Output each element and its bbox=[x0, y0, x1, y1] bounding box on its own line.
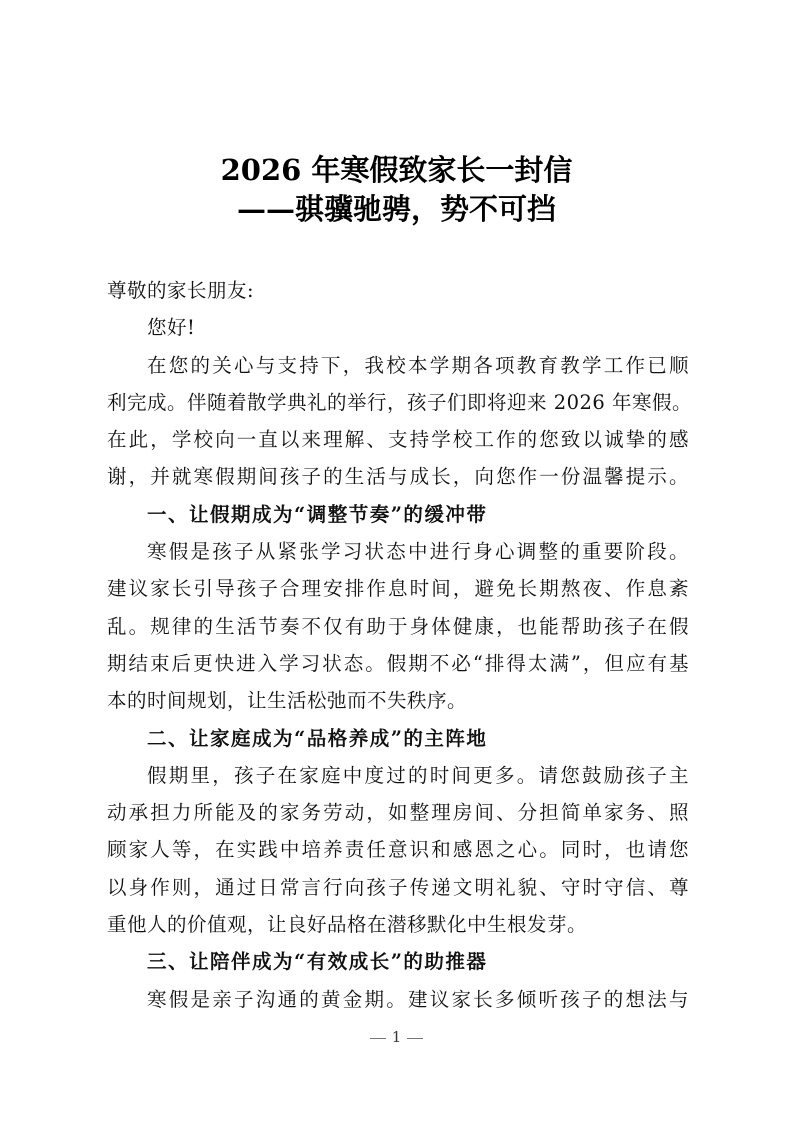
paragraph-line: 以身作则，通过日常言行向孩子传递文明礼貌、守时守信、尊 bbox=[107, 875, 689, 899]
paragraph-line: 在此，学校向一直以来理解、支持学校工作的您致以诚挚的感 bbox=[107, 428, 689, 452]
dash-left bbox=[370, 1038, 386, 1039]
paragraph-line: 重他人的价值观，让良好品格在潜移默化中生根发芽。 bbox=[107, 913, 588, 937]
paragraph-line: 动承担力所能及的家务劳动，如整理房间、分担简单家务、照 bbox=[107, 801, 689, 825]
paragraph-line: 乱。规律的生活节奏不仅有助于身体健康，也能帮助孩子在假 bbox=[107, 614, 689, 638]
paragraph-line: 在您的关心与支持下，我校本学期各项教育教学工作已顺 bbox=[147, 353, 689, 377]
paragraph-line: 建议家长引导孩子合理安排作息时间，避免长期熬夜、作息紊 bbox=[107, 577, 689, 601]
paragraph-line: 寒假是亲子沟通的黄金期。建议家长多倾听孩子的想法与 bbox=[147, 987, 689, 1011]
greeting: 您好! bbox=[147, 316, 196, 340]
paragraph-line: 利完成。伴随着散学典礼的举行，孩子们即将迎来 2026 年寒假。 bbox=[107, 390, 693, 414]
document-title: 2026 年寒假致家长一封信 bbox=[220, 153, 573, 187]
paragraph-line: 谢，并就寒假期间孩子的生活与成长，向您作一份温馨提示。 bbox=[107, 465, 689, 489]
page-footer bbox=[0, 1028, 793, 1046]
paragraph-line: 假期里，孩子在家庭中度过的时间更多。请您鼓励孩子主 bbox=[147, 763, 689, 787]
section-heading-2: 二、让家庭成为“品格养成”的主阵地 bbox=[147, 726, 488, 750]
section-heading-1: 一、让假期成为“调整节奏”的缓冲带 bbox=[147, 502, 488, 526]
paragraph-line: 寒假是孩子从紧张学习状态中进行身心调整的重要阶段。 bbox=[147, 540, 689, 564]
dash-right bbox=[407, 1038, 423, 1039]
paragraph-line: 顾家人等，在实践中培养责任意识和感恩之心。同时，也请您 bbox=[107, 838, 689, 862]
salutation: 尊敬的家长朋友: bbox=[107, 279, 255, 302]
section-heading-3: 三、让陪伴成为“有效成长”的助推器 bbox=[147, 950, 488, 974]
page-number: 1 bbox=[391, 1028, 402, 1046]
paragraph-line: 期结束后更快进入学习状态。假期不必“排得太满”，但应有基 bbox=[107, 651, 689, 675]
paragraph-line: 本的时间规划，让生活松弛而不失秩序。 bbox=[107, 689, 468, 713]
document-subtitle: ——骐骥驰骋，势不可挡 bbox=[236, 192, 556, 226]
letter-body bbox=[107, 272, 693, 1018]
